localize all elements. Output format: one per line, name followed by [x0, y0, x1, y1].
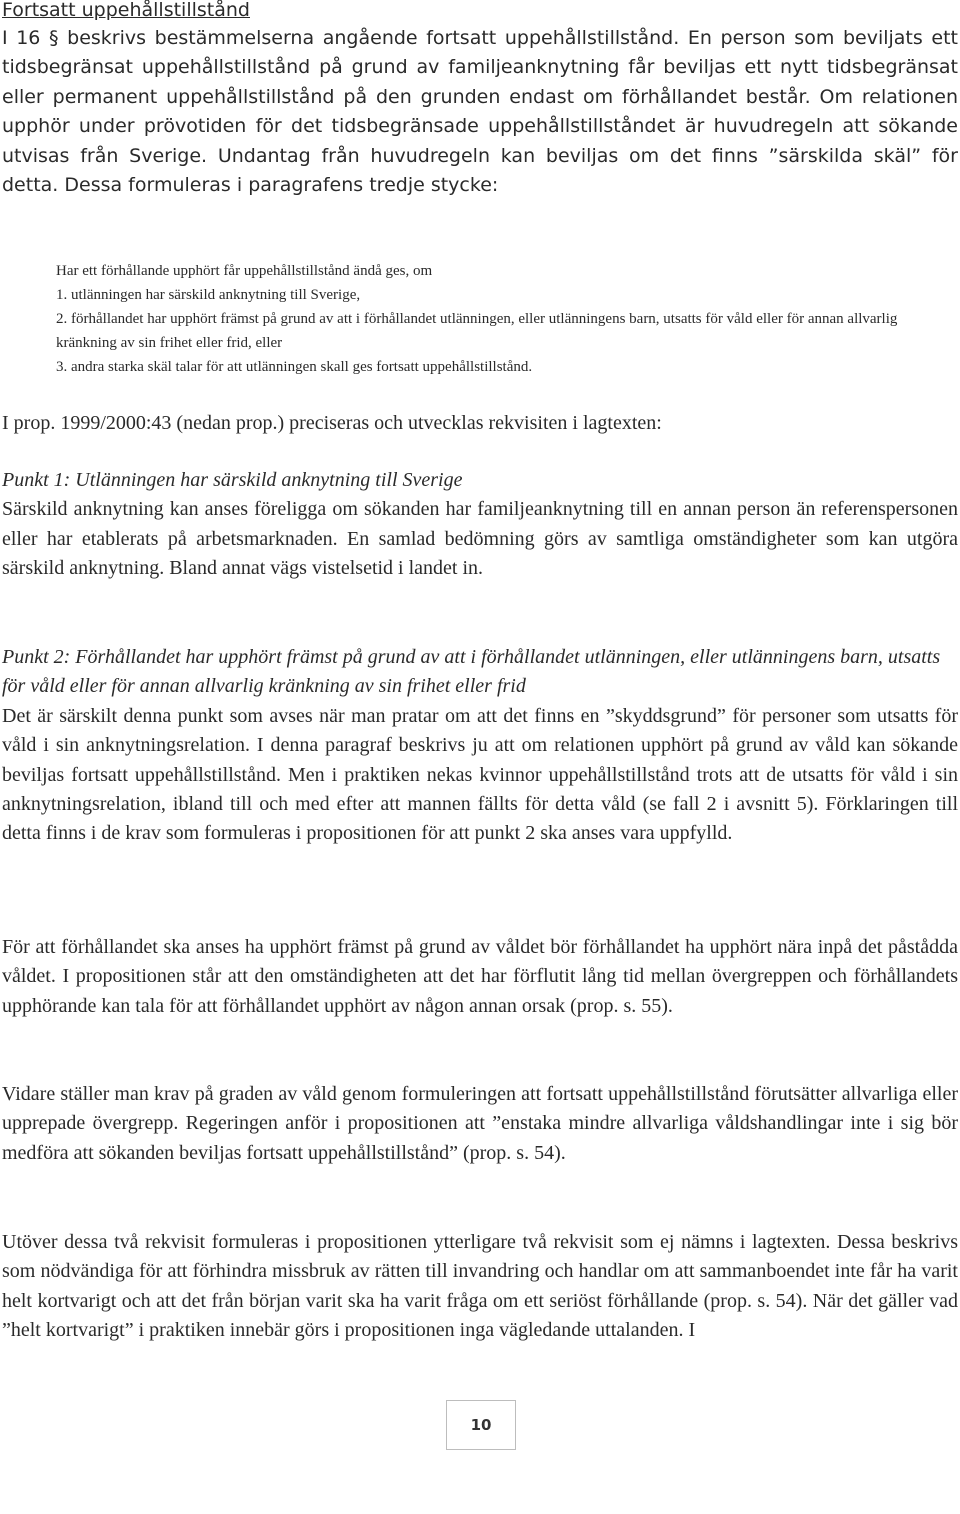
paragraph-timing: För att förhållandet ska anses ha upphört främst på grund av våldet bör förhållandet ha upphört nära inpå det påstådda våldet. I propositionen står att den omständigheten att det har förflutit lång tid mellan övergreppen och förhållandets upphörande kan tala för att förhållandet upphört av någon annan orsak (prop. s. 55). [2, 936, 958, 1017]
punkt1-block [2, 466, 958, 584]
quote-line-3: 3. andra starka skäl talar för att utlänningen skall ges fortsatt uppehållstillstånd. [56, 359, 533, 375]
punkt1-title: Punkt 1: Utlänningen har särskild anknytning till Sverige [2, 469, 463, 491]
law-quote [56, 259, 916, 379]
intro-paragraph: I 16 § beskrivs bestämmelserna angående fortsatt uppehållstillstånd. En person som beviljats ett tidsbegränsat uppehållstillstånd på grund av familjeanknytning får beviljas ett nytt tidsbegränsat eller permanent uppehållstillstånd på den grunden endast om förhållandet består. Om relationen upphör under prövotiden för det tidsbegränsade uppehållstillståndet är huvudregeln att sökande utvisas från Sverige. Undantag från huvudregeln kan beviljas om det finns ”särskilda skäl” för detta. Dessa formuleras i paragrafens tredje stycke: [2, 27, 958, 197]
prop-line: I prop. 1999/2000:43 (nedan prop.) preciseras och utvecklas rekvisiten i lagtexten: [2, 412, 662, 434]
paragraph-degree: Vidare ställer man krav på graden av våld genom formuleringen att fortsatt uppehållstillstånd förutsätter allvarliga eller upprepade övergrepp. Regeringen anför i propositionen att ”enstaka mindre allvarliga våldshandlingar inte i sig bör medföra att sökanden beviljas fortsatt uppehållstillstånd” (prop. s. 54). [2, 1083, 958, 1164]
quote-line-intro: Har ett förhållande upphört får uppehållstillstånd ändå ges, om [56, 263, 433, 279]
punkt2-text: Det är särskilt denna punkt som avses när man pratar om att det finns en ”skyddsgrund” för personer som utsatts för våld i sin anknytningsrelation. I denna paragraf beskrivs ju att om relationen upphört på grund av våld kan sökande beviljas fortsatt uppehållstillstånd. Men i praktiken nekas kvinnor uppehållstillstånd trots att de utsatts för våld i sin anknytningsrelation, ibland till och med efter att mannen fällts för detta våld (se fall 2 i avsnitt 5). Förklaringen till detta finns i de krav som formuleras i propositionen för att punkt 2 ska anses vara uppfylld. [2, 704, 958, 845]
paragraph-extra-requirements: Utöver dessa två rekvisit formuleras i propositionen ytterligare två rekvisit som ej nämns i lagtexten. Dessa beskrivs som nödvändiga för att förhindra missbruk av rätten till invandring och handlar om att sammanboendet inte får ha varit helt kortvarigt och att det från början varit ska ha varit fråga om ett seriöst förhållande (prop. s. 54). När det gäller vad ”helt kortvarigt” i praktiken innebär görs i propositionen inga vägledande uttalanden. I [2, 1231, 958, 1342]
page-number: 10 [446, 1400, 516, 1450]
quote-line-1: 1. utlänningen har särskild anknytning till Sverige, [56, 287, 361, 303]
section-heading: Fortsatt uppehållstillstånd [2, 0, 250, 21]
punkt1-text: Särskild anknytning kan anses föreligga om sökanden har familjeanknytning till en annan person än referenspersonen eller har etablerats på arbetsmarknaden. En samlad bedömning görs av samtliga omständigheter som kan utgöra särskild anknytning. Bland annat vägs vistelsetid i landet in. [2, 498, 958, 580]
punkt2-title: Punkt 2: Förhållandet har upphört främst på grund av att i förhållandet utlänningen, eller utlänningens barn, utsatts för våld eller för annan allvarlig kränkning av sin frihet eller frid [2, 646, 941, 698]
punkt2-block [2, 643, 958, 849]
quote-line-2: 2. förhållandet har upphört främst på grund av att i förhållandet utlänningen, eller utlänningens barn, utsatts för våld eller för annan allvarlig kränkning av sin frihet eller frid, eller [56, 311, 898, 351]
